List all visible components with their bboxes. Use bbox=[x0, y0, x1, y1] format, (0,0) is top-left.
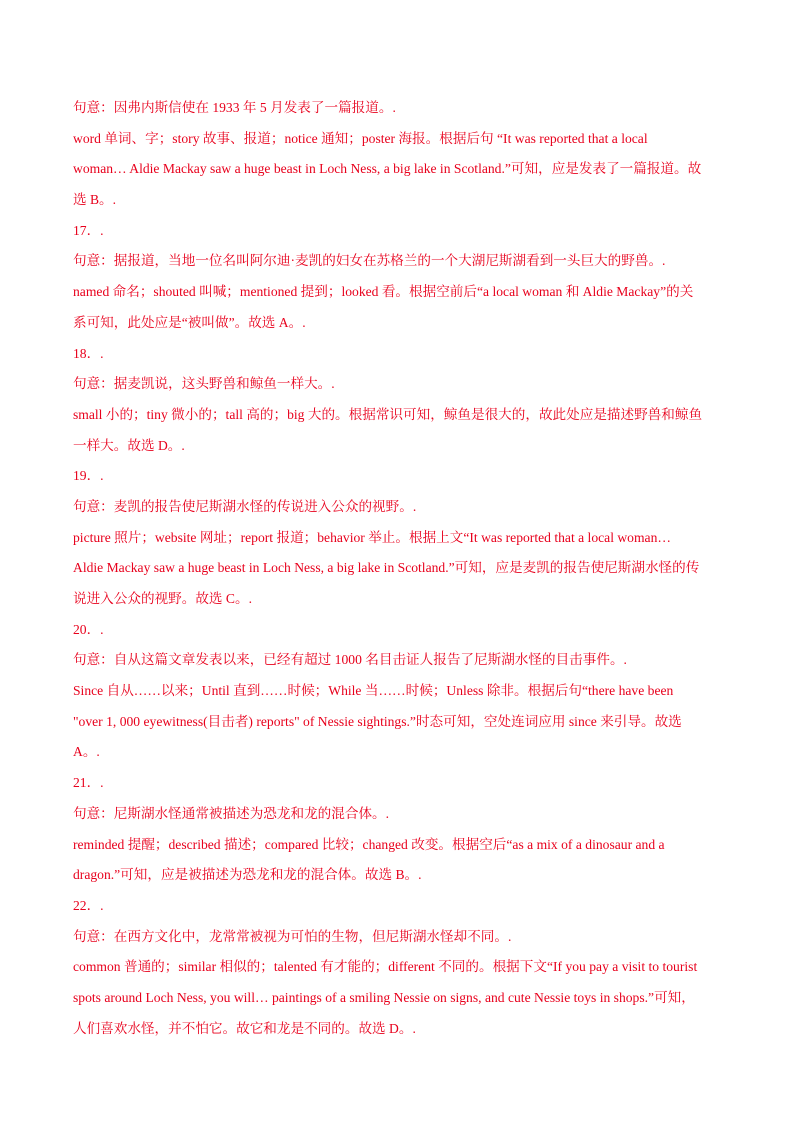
text-line: spots around Loch Ness, you will… paintings of a smiling Nessie on signs, and cute Nessie toys in shops.”可知， bbox=[73, 989, 695, 1005]
text-line: named 命名；shouted 叫喊；mentioned 提到；looked 看。根据空前后“a local woman 和 Aldie Mackay”的关 bbox=[73, 284, 694, 300]
text-line: 句意：据麦凯说，这头野兽和鲸鱼一样大。. bbox=[73, 376, 335, 392]
text-line: 系可知，此处应是“被叫做”。故选 A。. bbox=[73, 314, 306, 330]
question-number: 17．. bbox=[73, 222, 104, 238]
text-line: 句意：因弗内斯信使在 1933 年 5 月发表了一篇报道。. bbox=[73, 100, 396, 115]
text-line: woman… Aldie Mackay saw a huge beast in Loch Ness, a big lake in Scotland.”可知，应是发表了一篇报道。故 bbox=[73, 161, 702, 177]
question-number: 19．. bbox=[73, 468, 104, 484]
question-number: 21．. bbox=[73, 775, 104, 791]
text-line: A。. bbox=[73, 744, 100, 760]
question-number: 20．. bbox=[73, 621, 104, 637]
text-line: dragon.”可知，应是被描述为恐龙和龙的混合体。故选 B。. bbox=[73, 867, 422, 883]
text-line: reminded 提醒；described 描述；compared 比较；changed 改变。根据空后“as a mix of a dinosaur and a bbox=[73, 836, 665, 852]
question-number: 22．. bbox=[73, 897, 104, 913]
text-line: 句意：尼斯湖水怪通常被描述为恐龙和龙的混合体。. bbox=[73, 805, 390, 821]
text-line: "over 1, 000 eyewitness(目击者) reports" of Nessie sightings.”时态可知，空处连词应用 since 来引导。故选 bbox=[73, 713, 682, 729]
text-line: Aldie Mackay saw a huge beast in Loch Ness, a big lake in Scotland.”可知，应是麦凯的报告使尼斯湖水怪的传 bbox=[73, 560, 700, 576]
text-line: 选 B。. bbox=[73, 192, 117, 208]
question-number: 18．. bbox=[73, 345, 104, 361]
text-line: small 小的；tiny 微小的；tall 高的；big 大的。根据常识可知，鲸鱼是很大的，故此处应是描述野兽和鲸鱼 bbox=[73, 406, 703, 422]
text-line: word 单词、字；story 故事、报道；notice 通知；poster 海报。根据后句 “It was reported that a local bbox=[73, 130, 648, 146]
text-line: 句意：麦凯的报告使尼斯湖水怪的传说进入公众的视野。. bbox=[73, 498, 417, 514]
text-line: 句意：在西方文化中，龙常常被视为可怕的生物，但尼斯湖水怪却不同。. bbox=[73, 928, 512, 944]
text-line: 句意：据报道，当地一位名叫阿尔迪·麦凯的妇女在苏格兰的一个大湖尼斯湖看到一头巨大的野兽。. bbox=[73, 253, 666, 269]
text-line: 人们喜欢水怪，并不怕它。故它和龙是不同的。故选 D。. bbox=[73, 1020, 416, 1036]
text-line: common 普通的；similar 相似的；talented 有才能的；different 不同的。根据下文“If you pay a visit to tourist bbox=[73, 959, 698, 975]
answer-explanation-text bbox=[73, 93, 730, 1044]
text-line: 句意：自从这篇文章发表以来，已经有超过 1000 名目击证人报告了尼斯湖水怪的目击事件。. bbox=[73, 652, 627, 668]
text-line: 一样大。故选 D。. bbox=[73, 437, 185, 453]
text-line: Since 自从……以来；Until 直到……时候；While 当……时候；Unless 除非。根据后句“there have been bbox=[73, 683, 674, 699]
text-line: picture 照片；website 网址；report 报道；behavior 举止。根据上文“It was reported that a local woman… bbox=[73, 529, 671, 545]
text-line: 说进入公众的视野。故选 C。. bbox=[73, 591, 252, 606]
